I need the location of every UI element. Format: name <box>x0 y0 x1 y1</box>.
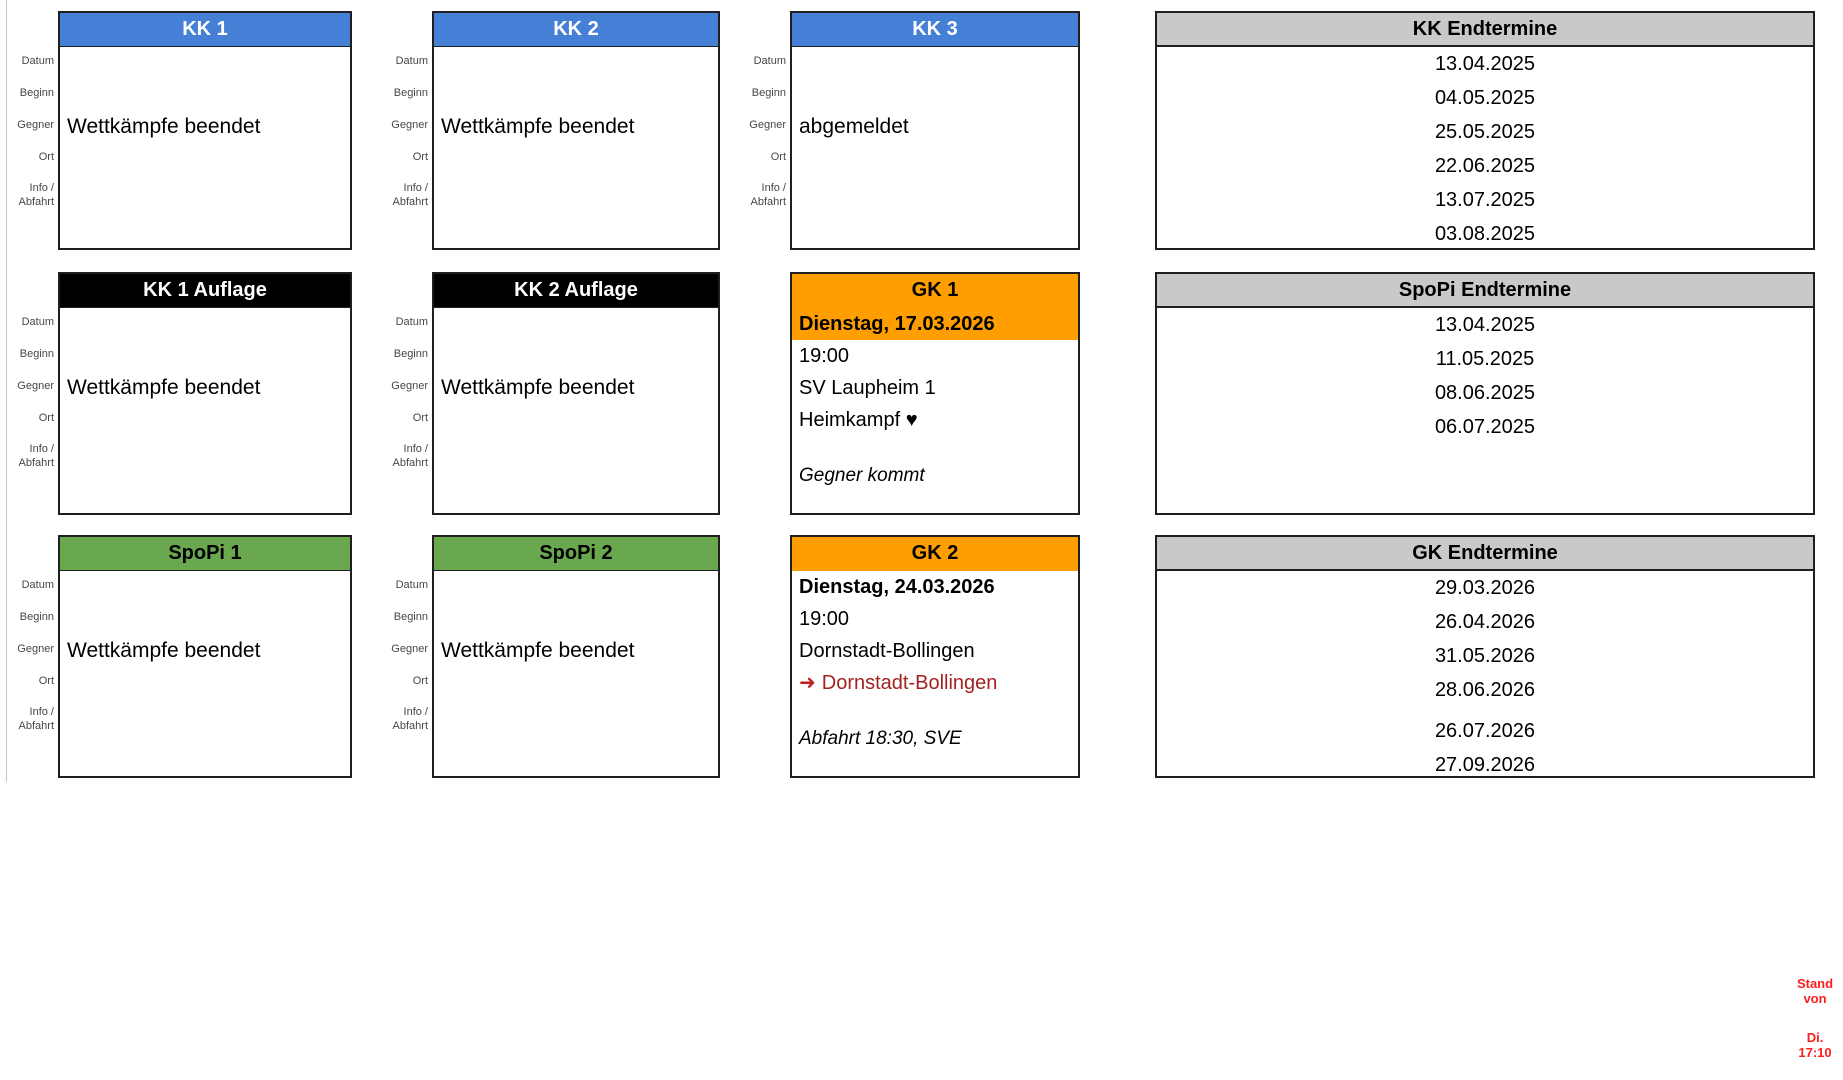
kk3-status: abgemeldet <box>799 115 909 138</box>
label-gegner: Gegner <box>391 380 428 392</box>
kk1-auflage-header: KK 1 Auflage <box>60 274 350 308</box>
kk1-auflage-ort <box>60 404 350 436</box>
field-labels <box>378 535 432 778</box>
termine-date: 22.06.2025 <box>1434 155 1536 177</box>
label-info-abfahrt: Info / Abfahrt <box>392 182 428 208</box>
kk1-header: KK 1 <box>60 13 350 47</box>
label-datum: Datum <box>753 55 786 67</box>
card-unit-spopi2 <box>378 535 720 778</box>
spopi1-beginn <box>60 603 350 635</box>
card-unit-kk3 <box>736 11 1080 250</box>
kk1-auflage-beginn <box>60 340 350 372</box>
card-kk2-auflage <box>432 272 720 515</box>
label-beginn: Beginn <box>393 87 428 99</box>
card-gk1 <box>790 272 1080 515</box>
card-kk1-auflage <box>58 272 352 515</box>
gk1-date: Dienstag, 17.03.2026 <box>792 308 1078 340</box>
label-info-abfahrt: Info / Abfahrt <box>750 182 786 208</box>
card-unit-kk2 <box>378 11 720 250</box>
spopi1-header: SpoPi 1 <box>60 537 350 571</box>
termine-date: 13.04.2025 <box>1434 314 1536 336</box>
spopi1-status: Wettkämpfe beendet <box>67 639 261 662</box>
termine-date: 08.06.2025 <box>1434 382 1536 404</box>
kk1-beginn <box>60 79 350 111</box>
label-datum: Datum <box>21 316 54 328</box>
label-gegner: Gegner <box>749 119 786 131</box>
termine-date: 26.04.2026 <box>1434 611 1536 633</box>
card-kk2 <box>432 11 720 250</box>
gk1-info: Gegner kommt <box>799 465 925 486</box>
spopi1-datum <box>60 571 350 603</box>
label-info-abfahrt: Info / Abfahrt <box>18 706 54 732</box>
stand-day: Di. <box>1806 1030 1824 1045</box>
label-gegner: Gegner <box>391 643 428 655</box>
gk2-opponent: Dornstadt-Bollingen <box>799 640 975 662</box>
label-info-abfahrt: Info / Abfahrt <box>18 182 54 208</box>
termine-date: 28.06.2026 <box>1434 679 1536 701</box>
label-ort: Ort <box>412 675 428 687</box>
label-beginn: Beginn <box>751 87 786 99</box>
kk2-status: Wettkämpfe beendet <box>441 115 635 138</box>
arrow-right-icon: ➜ <box>799 672 816 694</box>
termine-kk-title: KK Endtermine <box>1157 13 1813 47</box>
label-info-abfahrt: Info / Abfahrt <box>392 706 428 732</box>
label-gegner: Gegner <box>17 380 54 392</box>
field-labels <box>4 535 58 778</box>
field-labels <box>4 272 58 515</box>
card-unit-gk1 <box>736 272 1080 515</box>
termine-date: 06.07.2025 <box>1434 416 1536 438</box>
spopi2-status: Wettkämpfe beendet <box>441 639 635 662</box>
label-beginn: Beginn <box>19 87 54 99</box>
gk2-info: Abfahrt 18:30, SVE <box>799 728 962 749</box>
card-unit-kk1-auflage <box>4 272 352 515</box>
field-labels <box>378 272 432 515</box>
label-ort: Ort <box>770 151 786 163</box>
label-datum: Datum <box>21 579 54 591</box>
kk2-auflage-beginn <box>434 340 718 372</box>
gk1-time: 19:00 <box>799 345 850 367</box>
kk1-auflage-datum <box>60 308 350 340</box>
spopi1-ort <box>60 667 350 699</box>
label-info-abfahrt: Info / Abfahrt <box>18 443 54 469</box>
kk1-auflage-status: Wettkämpfe beendet <box>67 376 261 399</box>
kk1-datum <box>60 47 350 79</box>
kk2-auflage-datum <box>434 308 718 340</box>
label-datum: Datum <box>395 316 428 328</box>
gk2-location-text: Dornstadt-Bollingen <box>821 672 998 694</box>
card-unit-kk2-auflage <box>378 272 720 515</box>
kk2-ort <box>434 143 718 175</box>
field-labels <box>736 11 790 250</box>
label-datum: Datum <box>395 55 428 67</box>
termine-date: 25.05.2025 <box>1434 121 1536 143</box>
gk2-location-link[interactable] <box>792 667 1078 699</box>
label-ort: Ort <box>412 412 428 424</box>
card-kk1 <box>58 11 352 250</box>
label-ort: Ort <box>412 151 428 163</box>
label-beginn: Beginn <box>393 348 428 360</box>
stand-word-2: von <box>1803 991 1827 1006</box>
card-unit-spopi1 <box>4 535 352 778</box>
card-gk2 <box>790 535 1080 778</box>
card-unit-gk2 <box>736 535 1080 778</box>
kk2-auflage-ort <box>434 404 718 436</box>
label-beginn: Beginn <box>393 611 428 623</box>
label-beginn: Beginn <box>19 611 54 623</box>
kk3-datum <box>792 47 1078 79</box>
empty-gutter <box>736 535 790 778</box>
termine-date: 11.05.2025 <box>1435 348 1535 370</box>
termine-spopi-title: SpoPi Endtermine <box>1157 274 1813 308</box>
kk3-ort <box>792 143 1078 175</box>
stand-note <box>1787 976 1843 1060</box>
kk3-beginn <box>792 79 1078 111</box>
gk1-header: GK 1 <box>792 274 1078 308</box>
card-kk3 <box>790 11 1080 250</box>
label-ort: Ort <box>38 151 54 163</box>
field-labels <box>378 11 432 250</box>
gk1-location: Heimkampf ♥ <box>799 409 918 431</box>
gk2-date: Dienstag, 24.03.2026 <box>799 576 995 598</box>
gk2-header: GK 2 <box>792 537 1078 571</box>
kk3-header: KK 3 <box>792 13 1078 47</box>
label-beginn: Beginn <box>19 348 54 360</box>
empty-gutter <box>736 272 790 515</box>
kk2-datum <box>434 47 718 79</box>
label-ort: Ort <box>38 675 54 687</box>
termine-date: 31.05.2026 <box>1434 645 1536 667</box>
termine-table-gk <box>1155 535 1815 778</box>
field-labels <box>4 11 58 250</box>
spopi2-beginn <box>434 603 718 635</box>
label-ort: Ort <box>38 412 54 424</box>
gk2-time: 19:00 <box>799 608 850 630</box>
gk1-opponent: SV Laupheim 1 <box>799 377 936 399</box>
spopi2-ort <box>434 667 718 699</box>
stand-spacer <box>1787 1006 1843 1030</box>
termine-date: 29.03.2026 <box>1434 577 1536 599</box>
termine-table-spopi <box>1155 272 1815 515</box>
termine-gk-title: GK Endtermine <box>1157 537 1813 571</box>
kk1-ort <box>60 143 350 175</box>
label-gegner: Gegner <box>391 119 428 131</box>
termine-date: 04.05.2025 <box>1434 87 1536 109</box>
card-spopi1 <box>58 535 352 778</box>
kk2-auflage-status: Wettkämpfe beendet <box>441 376 635 399</box>
card-unit-kk1 <box>4 11 352 250</box>
kk1-status: Wettkämpfe beendet <box>67 115 261 138</box>
kk2-beginn <box>434 79 718 111</box>
label-datum: Datum <box>21 55 54 67</box>
label-datum: Datum <box>395 579 428 591</box>
termine-date: 26.07.2026 <box>1434 720 1536 742</box>
termine-date: 03.08.2025 <box>1434 223 1536 245</box>
label-gegner: Gegner <box>17 643 54 655</box>
kk2-auflage-header: KK 2 Auflage <box>434 274 718 308</box>
label-info-abfahrt: Info / Abfahrt <box>392 443 428 469</box>
label-gegner: Gegner <box>17 119 54 131</box>
spopi2-datum <box>434 571 718 603</box>
termine-date: 27.09.2026 <box>1434 754 1536 776</box>
stand-word-1: Stand <box>1796 976 1834 991</box>
kk2-header: KK 2 <box>434 13 718 47</box>
termine-date: 13.04.2025 <box>1434 53 1536 75</box>
stand-time: 17:10 <box>1798 1045 1832 1060</box>
card-spopi2 <box>432 535 720 778</box>
termine-date: 13.07.2025 <box>1434 189 1536 211</box>
termine-table-kk <box>1155 11 1815 250</box>
spopi2-header: SpoPi 2 <box>434 537 718 571</box>
